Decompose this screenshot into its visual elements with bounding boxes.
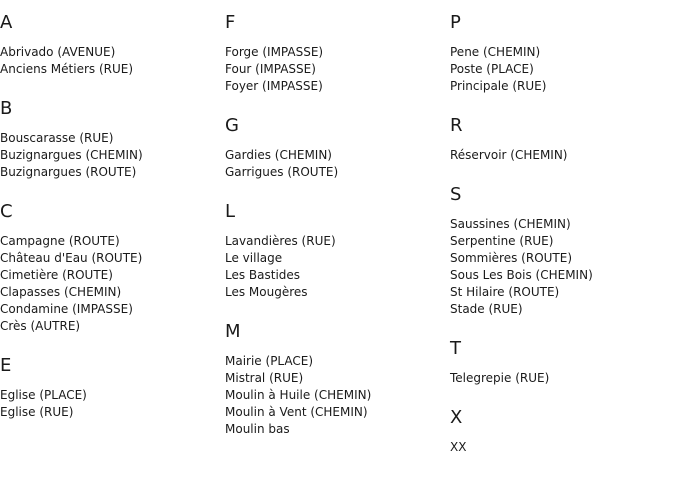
section-letter-heading: A [0,12,13,33]
letter-section-p [450,12,670,95]
street-name: Bouscarasse (RUE) [0,131,114,145]
section-letter-heading: G [225,115,239,136]
street-list [450,147,670,164]
street-name: Sommières (ROUTE) [450,251,573,265]
street-list [225,353,445,438]
street-list [225,44,445,95]
street-name: Le village [225,251,283,265]
letter-section-f [225,12,445,95]
letter-section-t [450,338,670,387]
section-letter-heading: M [225,321,241,342]
street-name: Pene (CHEMIN) [450,45,541,59]
street-list [0,44,220,78]
street-name: Anciens Métiers (RUE) [0,62,134,76]
section-letter-heading: S [450,184,462,205]
section-letter-heading: F [225,12,236,33]
street-name: Condamine (IMPASSE) [0,302,133,316]
street-list [450,439,670,456]
street-list [0,387,220,421]
street-name: Telegrepie (RUE) [450,371,550,385]
street-name: Principale (RUE) [450,79,547,93]
letter-section-b [0,98,220,181]
street-name: Forge (IMPASSE) [225,45,324,59]
street-name: Buzignargues (ROUTE) [0,165,137,179]
street-name: Saussines (CHEMIN) [450,217,571,231]
letter-section-s [450,184,670,318]
street-name: Eglise (RUE) [0,405,74,419]
street-name: Réservoir (CHEMIN) [450,148,568,162]
street-name: Château d'Eau (ROUTE) [0,251,143,265]
street-name: Foyer (IMPASSE) [225,79,323,93]
section-letter-heading: B [0,98,13,119]
street-name: Gardies (CHEMIN) [225,148,332,162]
street-list [450,44,670,95]
section-letter-heading: R [450,115,463,136]
street-name: Clapasses (CHEMIN) [0,285,122,299]
section-letter-heading: P [450,12,461,33]
street-name: Sous Les Bois (CHEMIN) [450,268,593,282]
street-name: Moulin à Huile (CHEMIN) [225,388,372,402]
section-letter-heading: X [450,407,463,428]
street-name: Eglise (PLACE) [0,388,87,402]
street-name: Mistral (RUE) [225,371,304,385]
street-name: Cimetière (ROUTE) [0,268,113,282]
index-column-3 [450,12,670,476]
street-name: Stade (RUE) [450,302,523,316]
street-name: Les Mougères [225,285,308,299]
index-column-2 [225,12,445,458]
section-letter-heading: T [450,338,461,359]
letter-section-r [450,115,670,164]
street-list [450,370,670,387]
street-list [0,130,220,181]
street-name: Abrivado (AVENUE) [0,45,116,59]
street-name: Crès (AUTRE) [0,319,81,333]
letter-section-a [0,12,220,78]
index-column-1 [0,12,220,441]
street-name: XX [450,440,467,454]
letter-section-c [0,201,220,335]
street-name: Lavandières (RUE) [225,234,336,248]
street-list [225,233,445,301]
street-name: Les Bastides [225,268,301,282]
letter-section-l [225,201,445,301]
street-list [450,216,670,318]
street-list [0,233,220,335]
street-name: Campagne (ROUTE) [0,234,120,248]
letter-section-x [450,407,670,456]
street-name: Garrigues (ROUTE) [225,165,339,179]
street-name: Serpentine (RUE) [450,234,554,248]
letter-section-m [225,321,445,438]
street-name: Mairie (PLACE) [225,354,314,368]
street-list [225,147,445,181]
street-name: Buzignargues (CHEMIN) [0,148,143,162]
section-letter-heading: E [0,355,12,376]
street-name: Moulin bas [225,422,290,436]
street-name: St Hilaire (ROUTE) [450,285,560,299]
letter-section-g [225,115,445,181]
letter-section-e [0,355,220,421]
section-letter-heading: L [225,201,236,222]
street-name: Four (IMPASSE) [225,62,316,76]
street-name: Poste (PLACE) [450,62,534,76]
section-letter-heading: C [0,201,13,222]
street-name: Moulin à Vent (CHEMIN) [225,405,368,419]
